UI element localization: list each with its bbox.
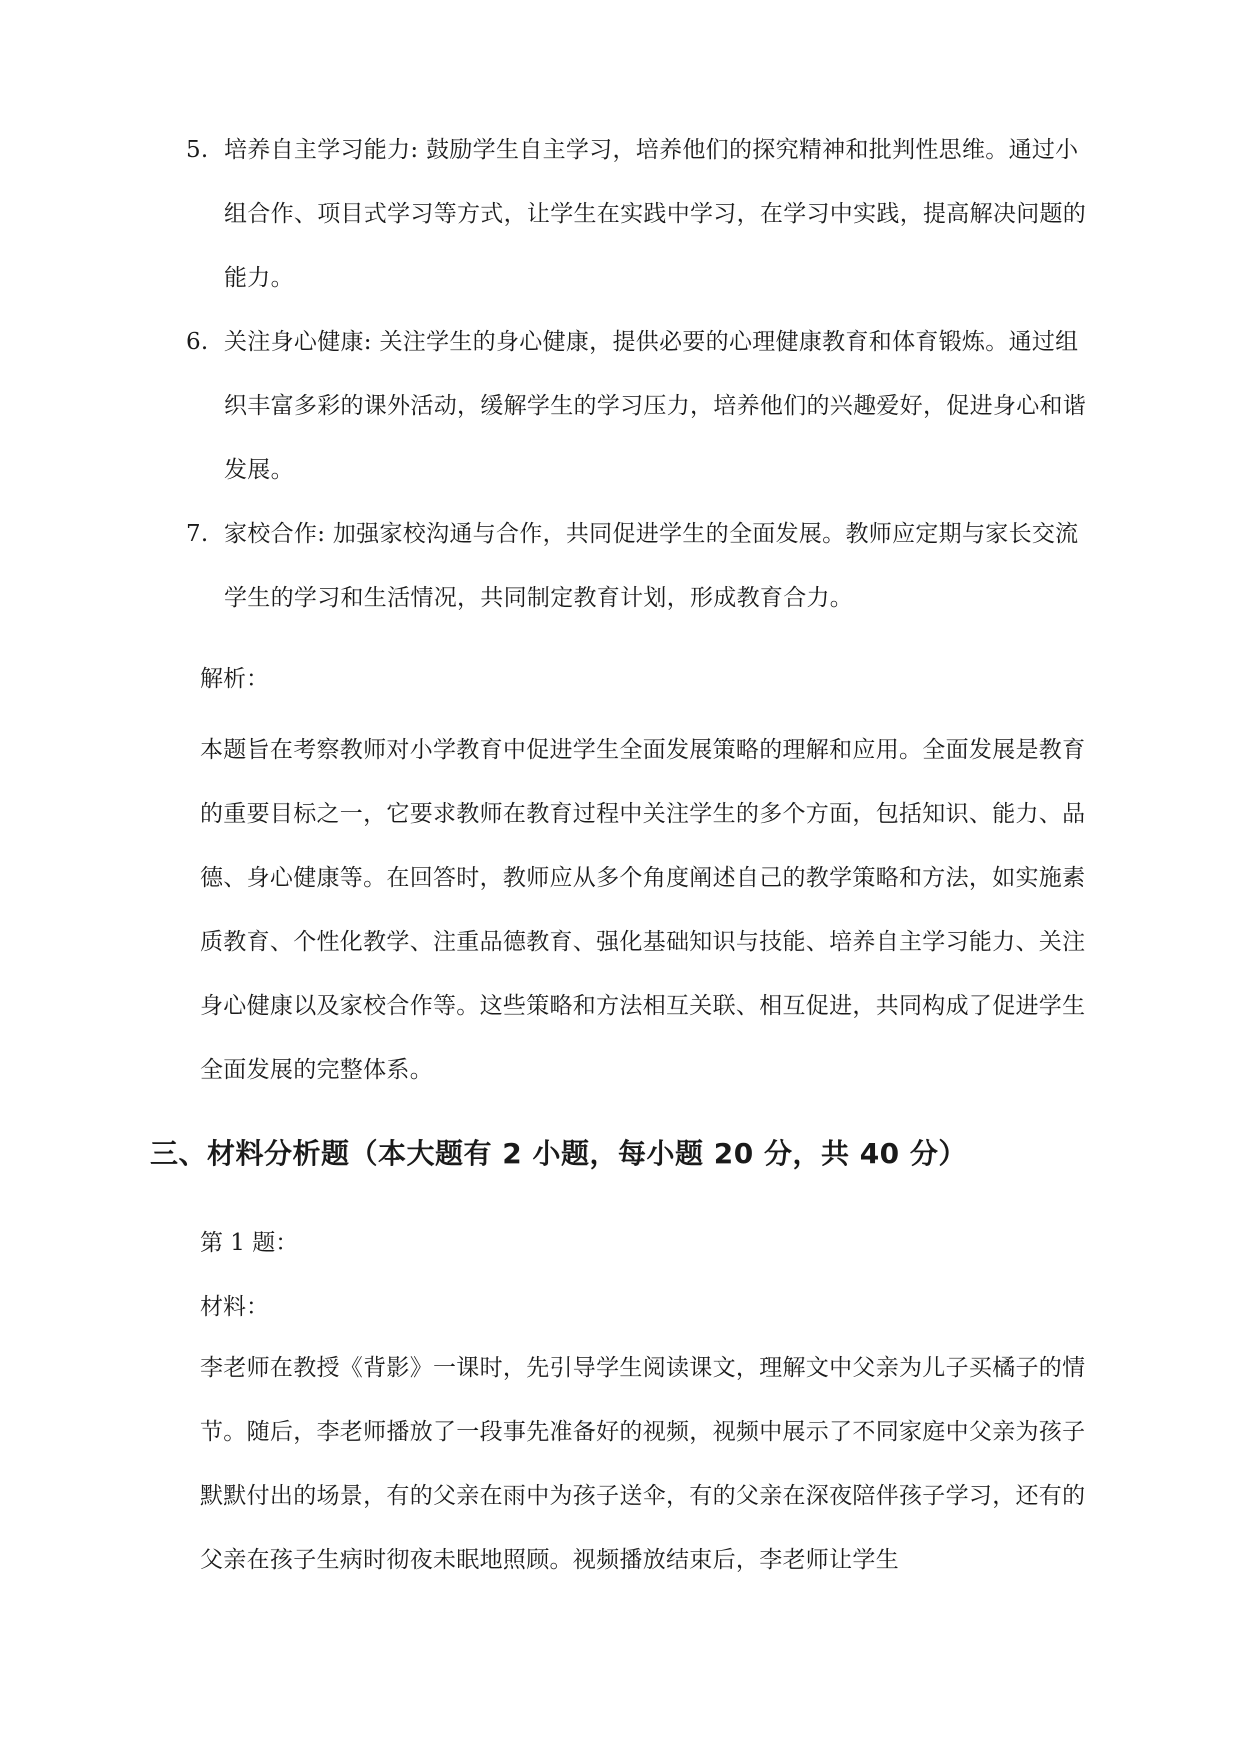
list-number: 7. [186,521,209,547]
list-item-title: 家校合作: [224,521,326,547]
list-item-body [224,310,1095,502]
list-item-body [224,502,1095,630]
list-item-text: 加强家校沟通与合作，共同促进学生的全面发展。教师应定期与家长交流学生的学习和生活情况，共同制定教育计划，形成教育合力。 [224,521,1079,611]
list-item-text: 关注学生的身心健康，提供必要的心理健康教育和体育锻炼。通过组织丰富多彩的课外活动，缓解学生的学习压力，培养他们的兴趣爱好，促进身心和谐发展。 [224,329,1087,483]
list-item-5 [186,118,1095,310]
list-item-text: 鼓励学生自主学习，培养他们的探究精神和批判性思维。通过小组合作、项目式学习等方式，让学生在实践中学习，在学习中实践，提高解决问题的能力。 [224,137,1087,291]
material-label: 材料： [200,1294,269,1320]
question-label: 第 1 题： [200,1230,299,1256]
list-number: 5. [186,137,209,163]
analysis-text: 本题旨在考察教师对小学教育中促进学生全面发展策略的理解和应用。全面发展是教育的重要目标之一，它要求教师在教育过程中关注学生的多个方面，包括知识、能力、品德、身心健康等。在回答时，教师应从多个角度阐述自己的教学策略和方法，如实施素质教育、个性化教学、注重品德教育、强化基础知识与技能、培养自主学习能力、关注身心健康以及家校合作等。这些策略和方法相互关联、相互促进，共同构成了促进学生全面发展的完整体系。 [200,737,1086,1083]
list-item-7 [186,502,1095,630]
section-heading: 三、材料分析题（本大题有 2 小题，每小题 20 分，共 40 分） [150,1137,967,1170]
analysis-label: 解析： [200,666,269,692]
list-item-title: 关注身心健康: [224,329,372,355]
list-item-body [224,118,1095,310]
material-text: 李老师在教授《背影》一课时，先引导学生阅读课文，理解文中父亲为儿子买橘子的情节。随后，李老师播放了一段事先准备好的视频，视频中展示了不同家庭中父亲为孩子默默付出的场景，有的父亲在雨中为孩子送伞，有的父亲在深夜陪伴孩子学习，还有的父亲在孩子生病时彻夜未眠地照顾。视频播放结束后，李老师让学生 [200,1355,1086,1573]
list-number: 6. [186,329,209,355]
list-item-6 [186,310,1095,502]
list-item-title: 培养自主学习能力: [224,137,419,163]
